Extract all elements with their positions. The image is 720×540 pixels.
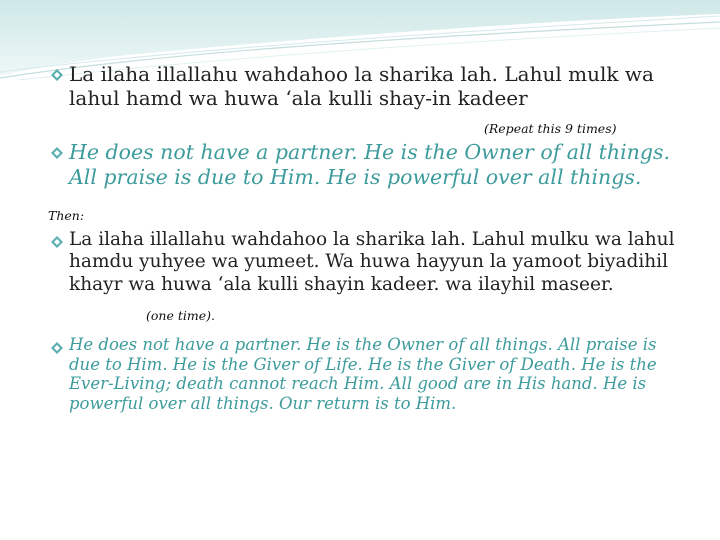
then-label: Then: — [48, 207, 85, 223]
paragraph-1 — [48, 62, 688, 111]
diamond-bullet-icon — [50, 341, 64, 355]
one-time-note: (one time). — [146, 308, 215, 324]
paragraph-4 — [48, 335, 688, 413]
diamond-bullet-icon — [50, 235, 64, 249]
paragraph-2-text: He does not have a partner. He is the Owner of all things. All praise is due to Him. He is powerful over all things. — [69, 139, 671, 189]
paragraph-2 — [48, 140, 688, 190]
paragraph-3-text: La ilaha illallahu wahdahoo la sharika lah. Lahul mulku wa lahul hamdu yuhyee wa yumeet. Wa huwa hayyun la yamoot biyadihil khayr wa huwa ‘ala kulli shayin kadeer. wa ilayhil maseer. — [69, 228, 675, 295]
diamond-bullet-icon — [50, 146, 64, 160]
repeat-note: (Repeat this 9 times) — [484, 120, 617, 136]
paragraph-4-text: He does not have a partner. He is the Owner of all things. All praise is due to Him. He is the Giver of Life. He is the Giver of Death. He is the Ever-Living; death cannot reach Him. All good are in His hand. He is powerful over all things. Our return is to Him. — [69, 335, 657, 413]
paragraph-3 — [48, 229, 688, 297]
slide-content — [48, 62, 688, 413]
paragraph-1-text: La ilaha illallahu wahdahoo la sharika lah. Lahul mulk wa lahul hamd wa huwa ‘ala kulli shay-in kadeer — [69, 62, 654, 111]
diamond-bullet-icon — [50, 68, 64, 82]
